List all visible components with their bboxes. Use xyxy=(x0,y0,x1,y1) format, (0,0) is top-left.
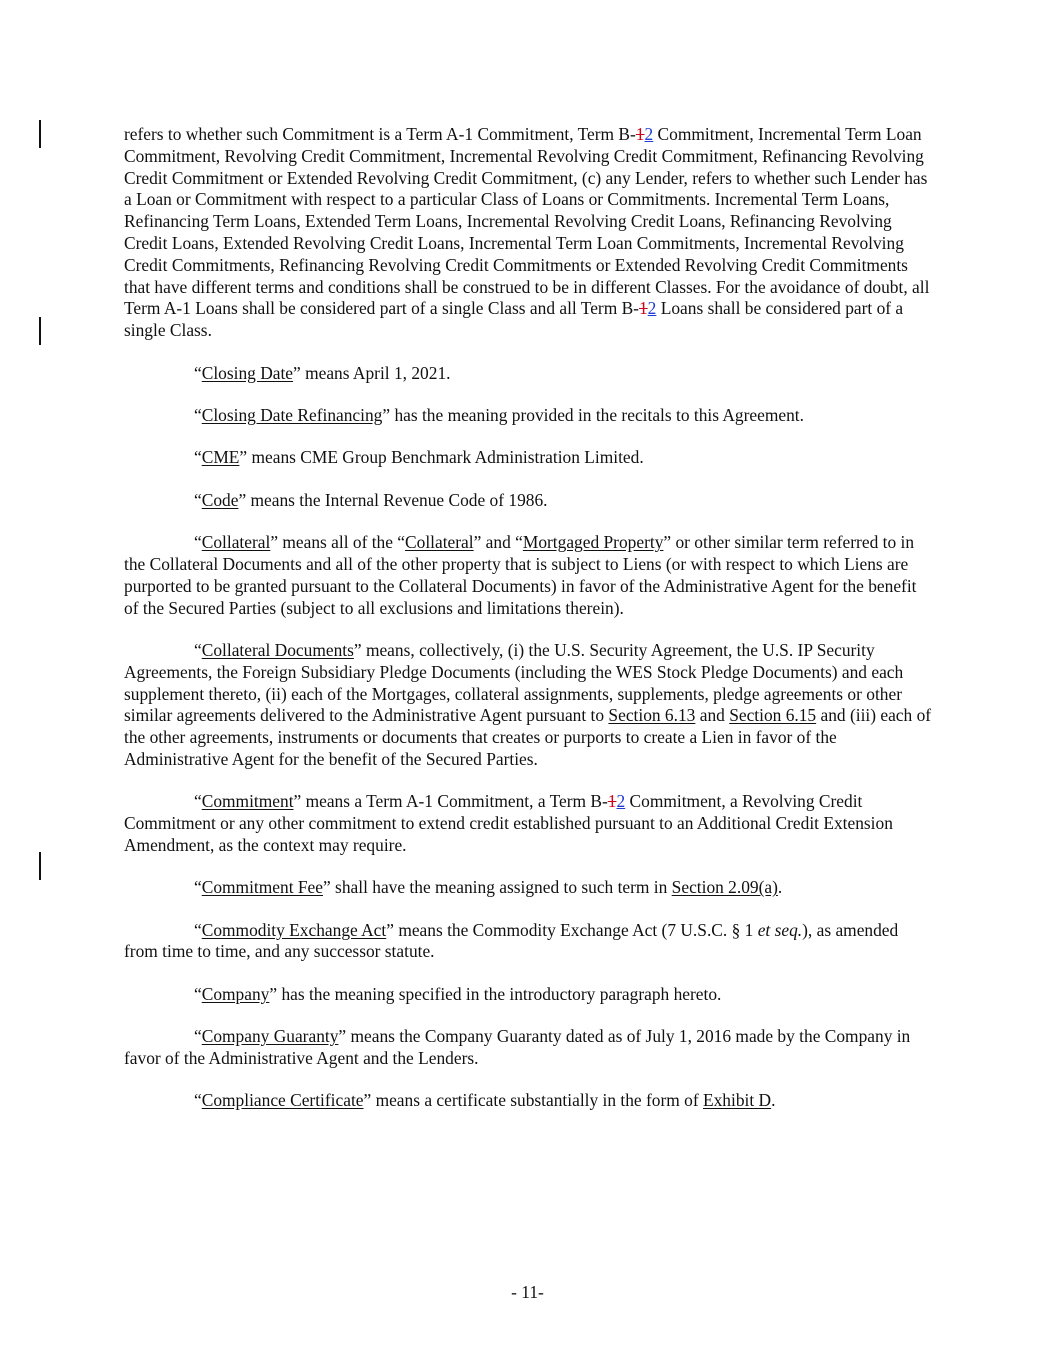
defined-term: Mortgaged Property xyxy=(522,532,664,553)
text-run: ), as amended from time to time, and any successor statute. xyxy=(124,919,899,962)
defined-term: Commitment Fee xyxy=(201,877,323,898)
text-run: ” means, collectively, (i) the U.S. Security Agreement, the U.S. IP Security Agreements, the Foreign Subsidiary Pledge Documents (including the WES Stock Pledge Documents) and each supplement thereto, (ii) each of the Mortgages, collateral assignments, supplements, pledge agreements or other similar agreements delivered to the Administrative Agent pursuant to xyxy=(124,639,904,726)
inserted-text: 2 xyxy=(616,791,626,812)
text-run: “ xyxy=(194,532,202,553)
defined-term: Collateral xyxy=(201,532,271,553)
text-run: Commitment, Incremental Term Loan Commitment, Revolving Credit Commitment, Incremental Revolving Credit Commitment, Refinancing Revolving Credit Commitment or Extended Revolving Credit Commitment, (c) any Lender, refers to whether such Lender has a Loan or Commitment with respect to a particular Class of Loans or Commitments. Incremental Term Loans, Refinancing Term Loans, Extended Term Loans, Incremental Revolving Credit Loans, Refinancing Revolving Credit Loans, Extended Revolving Credit Loans, Incremental Term Loan Commitments, Incremental Revolving Credit Commitments, Refinancing Revolving Credit Commitments or Extended Revolving Credit Commitments that have different terms and conditions shall be construed to be in different Classes. For the avoidance of doubt, all Term A-1 Loans shall be considered part of a single Class and all Term B- xyxy=(124,124,930,319)
text-run: and (iii) each of the other agreements, instruments or documents that creates or purports to create a Lien in favor of the Administrative Agent for the benefit of the Secured Parties. xyxy=(124,705,932,769)
text-run: . xyxy=(777,877,783,898)
change-bar xyxy=(39,120,41,148)
text-run: “ xyxy=(194,489,202,510)
text-run: “ xyxy=(194,877,202,898)
text-run: ” shall have the meaning assigned to such term in xyxy=(322,877,672,898)
text-run: “ xyxy=(194,639,202,660)
deleted-text: 1 xyxy=(638,298,648,319)
defined-term: Section 6.15 xyxy=(729,705,817,726)
text-run: “ xyxy=(194,919,202,940)
defined-term: Exhibit D xyxy=(702,1090,772,1111)
text-run: ” means the Internal Revenue Code of 1986. xyxy=(238,489,548,510)
defined-term: Collateral xyxy=(405,532,474,553)
text-run: “ xyxy=(194,983,202,1004)
defined-term: Commitment xyxy=(201,791,294,812)
deleted-text: 1 xyxy=(607,791,617,812)
defined-term: Company xyxy=(201,983,270,1004)
defined-term: Section 6.13 xyxy=(608,705,696,726)
defined-term: Closing Date xyxy=(201,362,294,383)
text-run: ” means the Commodity Exchange Act (7 U.S.C. § 1 xyxy=(386,919,758,940)
defined-term: Collateral Documents xyxy=(201,639,354,660)
defined-term: CME xyxy=(201,447,240,468)
text-run: ” means a Term A-1 Commitment, a Term B- xyxy=(293,791,608,812)
text-run: ” means April 1, 2021. xyxy=(293,362,451,383)
text-run: “ xyxy=(194,1026,202,1047)
paragraph-company-guaranty xyxy=(124,1026,932,1070)
italic-text: et seq. xyxy=(757,919,803,940)
paragraph-commodity-exchange-act xyxy=(124,920,932,964)
paragraph-commitment xyxy=(124,791,932,856)
text-run: “ xyxy=(194,404,202,425)
paragraph-company xyxy=(124,984,932,1006)
defined-term: Code xyxy=(201,489,239,510)
text-run: ” or other similar term referred to in the Collateral Documents and all of the other property that is subject to Liens (or with respect to which Liens are purported to be granted pursuant to the Collateral Documents) in favor of the Administrative Agent for the benefit of the Secured Parties (subject to all exclusions and limitations therein). xyxy=(124,532,917,618)
paragraph-commitment-fee xyxy=(124,877,932,899)
text-run: “ xyxy=(194,791,202,812)
text-run: refers to whether such Commitment is a Term A-1 Commitment, Term B- xyxy=(124,124,636,144)
paragraph-collateral xyxy=(124,532,932,619)
paragraph-code xyxy=(124,490,932,512)
text-run: “ xyxy=(194,1090,202,1111)
text-run: ” has the meaning specified in the introductory paragraph hereto. xyxy=(269,983,722,1004)
paragraph-closing-date xyxy=(124,363,932,385)
defined-term: Compliance Certificate xyxy=(201,1090,364,1111)
document-body xyxy=(124,124,932,1133)
text-run: “ xyxy=(194,362,202,383)
text-run: Loans shall be considered part of a single Class. xyxy=(124,298,904,341)
paragraph-compliance-certificate xyxy=(124,1090,932,1112)
text-run: ” means the Company Guaranty dated as of July 1, 2016 made by the Company in favor of the Administrative Agent and the Lenders. xyxy=(124,1026,911,1069)
paragraph-classes-continuation xyxy=(124,124,932,342)
change-bar xyxy=(39,317,41,345)
page-number: - 11- xyxy=(511,1282,544,1302)
deleted-text: 1 xyxy=(635,124,645,144)
text-run: “ xyxy=(194,447,202,468)
text-run: . xyxy=(771,1090,776,1111)
text-run: and xyxy=(695,705,730,726)
defined-term: Company Guaranty xyxy=(201,1026,339,1047)
text-run: ” and “ xyxy=(473,532,523,553)
text-run: Commitment, a Revolving Credit Commitment or any other commitment to extend credit established pursuant to an Additional Credit Extension Amendment, as the context may require. xyxy=(124,791,893,855)
paragraph-closing-date-refinancing xyxy=(124,405,932,427)
defined-term: Section 2.09(a) xyxy=(671,877,778,898)
inserted-text: 2 xyxy=(647,298,657,319)
defined-term: Closing Date Refinancing xyxy=(201,404,383,425)
defined-term: Commodity Exchange Act xyxy=(201,919,387,940)
text-run: ” means a certificate substantially in the form of xyxy=(363,1090,703,1111)
inserted-text: 2 xyxy=(644,124,654,144)
paragraph-cme xyxy=(124,447,932,469)
change-bar xyxy=(39,852,41,880)
paragraph-collateral-documents xyxy=(124,640,932,771)
text-run: ” has the meaning provided in the recitals to this Agreement. xyxy=(382,404,804,425)
text-run: ” means all of the “ xyxy=(270,532,406,553)
text-run: ” means CME Group Benchmark Administration Limited. xyxy=(239,447,644,468)
